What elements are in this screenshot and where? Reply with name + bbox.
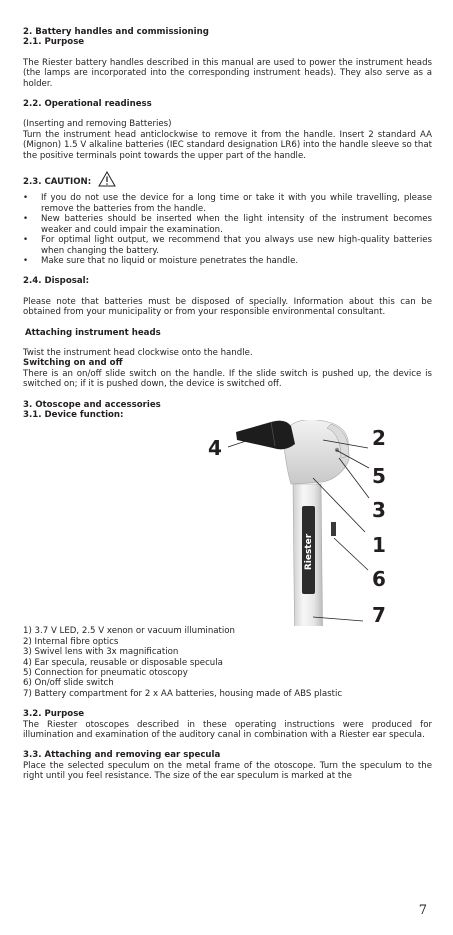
caution-list <box>23 193 432 266</box>
paragraph: Please note that batteries must be disposed of specially. Information about this can be obtained from your municipality or from your responsible environmental consultant. <box>23 296 432 318</box>
paragraph: Twist the instrument head clockwise onto the handle. <box>23 347 253 358</box>
manual-page <box>23 27 432 782</box>
list-item: • New batteries should be inserted when the light intensity of the instrument becomes weaker and could impair the examination. <box>41 214 432 235</box>
list-item: 1) 3.7 V LED, 2.5 V xenon or vacuum illumination <box>23 626 235 637</box>
list-item: 4) Ear specula, reusable or disposable specula <box>23 657 223 668</box>
callout-1: 1 <box>372 533 386 558</box>
list-item: • Make sure that no liquid or moisture penetrates the handle. <box>41 256 432 266</box>
list-item: 3) Swivel lens with 3x magnification <box>23 647 179 658</box>
caution-label: 2.3. CAUTION: <box>23 177 92 188</box>
paragraph: Turn the instrument head anticlockwise to remove it from the handle. Insert 2 standard AA (Mignon) 1.5 V alkaline batteries (IEC standard designation LR6) into the handle sleeve so that the positive terminals point towards the upper part of the handle. <box>23 129 432 161</box>
caution-heading <box>23 171 432 187</box>
parts-list <box>23 626 432 699</box>
subsection-heading: 2.2. Operational readiness <box>23 99 152 110</box>
subsection-heading: Switching on and off <box>23 358 123 369</box>
paragraph: The Riester otoscopes described in these operating instructions were produced for illumination and examination of the auditory canal in combination with a Riester ear specula. <box>23 719 432 741</box>
list-item: 7) Battery compartment for 2 x AA batteries, housing made of ABS plastic <box>23 688 343 699</box>
paragraph: There is an on/off slide switch on the handle. If the slide switch is pushed up, the device is switched on; if it is pushed down, the device is switched off. <box>23 368 432 390</box>
warning-icon <box>98 171 116 187</box>
brand-label: Riester <box>303 534 314 571</box>
callout-5: 5 <box>372 464 386 489</box>
subsection-heading: 3.2. Purpose <box>23 709 85 720</box>
paragraph: The Riester battery handles described in this manual are used to power the instrument heads (the lamps are incorporated into the corresponding instrument heads). They also serve as a holder. <box>23 57 432 89</box>
callout-3: 3 <box>372 498 386 523</box>
callout-2: 2 <box>372 426 386 451</box>
paragraph: (Inserting and removing Batteries) <box>23 119 172 130</box>
otoscope-figure <box>23 420 432 626</box>
callout-6: 6 <box>372 567 386 592</box>
subsection-heading: 3.1. Device function: <box>23 409 124 420</box>
otoscope-illustration <box>23 420 432 626</box>
paragraph: Place the selected speculum on the metal frame of the otoscope. Turn the speculum to the right until you feel resistance. The size of the ear speculum is marked at the <box>23 760 432 782</box>
callout-7: 7 <box>372 603 386 628</box>
list-item: 5) Connection for pneumatic otoscopy <box>23 668 188 678</box>
list-item: 6) On/off slide switch <box>23 678 114 689</box>
subsection-heading: 3.3. Attaching and removing ear specula <box>23 750 221 761</box>
subsection-heading: Attaching instrument heads <box>25 327 161 338</box>
section-heading: 3. Otoscope and accessories <box>23 399 161 410</box>
list-item: • If you do not use the device for a long time or take it with you while travelling, please remove the batteries from the handle. <box>41 193 432 214</box>
subsection-heading: 2.4. Disposal: <box>23 276 90 287</box>
section-heading: 2. Battery handles and commissioning <box>23 27 209 37</box>
subsection-heading: 2.1. Purpose <box>23 37 85 48</box>
list-item: 2) Internal fibre optics <box>23 636 119 647</box>
callout-4: 4 <box>208 436 222 461</box>
page-number: 7 <box>418 903 427 918</box>
list-item: • For optimal light output, we recommend that you always use new high-quality batteries when changing the battery. <box>41 235 432 256</box>
